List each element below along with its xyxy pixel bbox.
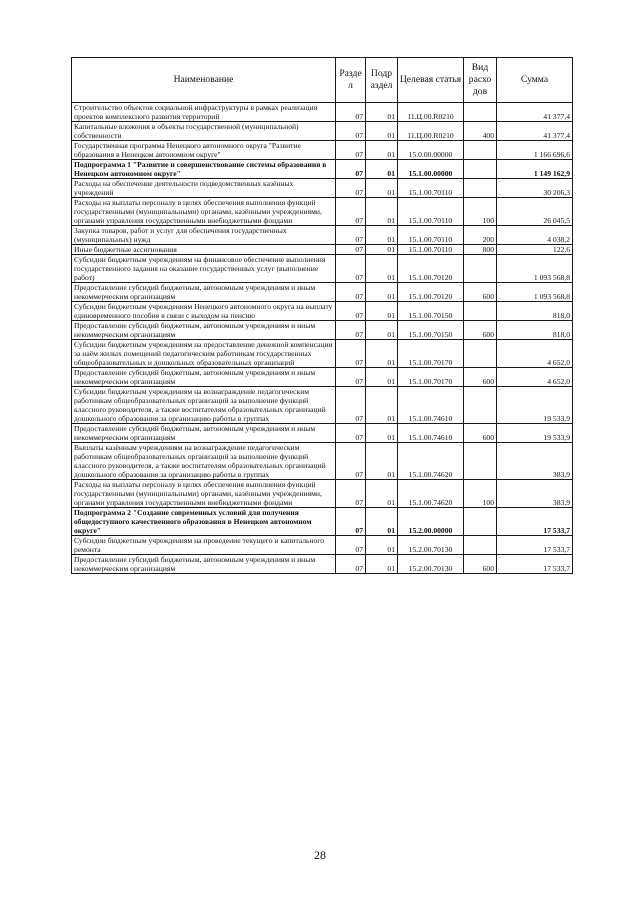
cell-subsection: 01 xyxy=(366,302,398,321)
table-row xyxy=(72,226,573,245)
table-row xyxy=(72,103,573,122)
cell-expense-type: 600 xyxy=(464,321,497,340)
cell-article: 15.1.00.70150 xyxy=(398,302,464,321)
cell-article: 15.1.00.74620 xyxy=(398,480,464,508)
cell-amount: 4 652,0 xyxy=(497,340,573,368)
cell-article: 15.1.00.70120 xyxy=(398,283,464,302)
cell-name: Предоставление субсидий бюджетным, автономным учреждениям и иным некоммерческим организациям xyxy=(72,283,336,302)
table-row xyxy=(72,443,573,480)
cell-article: 15.1.00.70170 xyxy=(398,340,464,368)
cell-subsection: 01 xyxy=(366,179,398,198)
cell-subsection: 01 xyxy=(366,424,398,443)
header-subsection: Подр аздел xyxy=(366,58,398,103)
table-row xyxy=(72,283,573,302)
cell-article: 15.1.00.70110 xyxy=(398,179,464,198)
table-row xyxy=(72,536,573,555)
cell-article: 15.2.00.70130 xyxy=(398,555,464,574)
table-body xyxy=(72,103,573,574)
cell-subsection: 01 xyxy=(366,283,398,302)
table-row xyxy=(72,160,573,179)
cell-name: Предоставление субсидий бюджетным, автономным учреждениям и иным некоммерческим организациям xyxy=(72,368,336,387)
cell-article: 15.2.00.00000 xyxy=(398,508,464,536)
header-expense-type: Вид расхо дов xyxy=(464,58,497,103)
cell-section: 07 xyxy=(336,321,366,340)
cell-section: 07 xyxy=(336,255,366,283)
cell-subsection: 01 xyxy=(366,255,398,283)
cell-expense-type xyxy=(464,536,497,555)
cell-amount: 122,6 xyxy=(497,245,573,255)
header-article: Целевая статья xyxy=(398,58,464,103)
cell-name: Предоставление субсидий бюджетным, автономным учреждениям и иным некоммерческим организациям xyxy=(72,555,336,574)
table-row xyxy=(72,179,573,198)
cell-name: Подпрограмма 1 "Развитие и совершенствование системы образования в Ненецком автономном округе" xyxy=(72,160,336,179)
cell-section: 07 xyxy=(336,198,366,226)
cell-section: 07 xyxy=(336,536,366,555)
cell-amount: 26 045,5 xyxy=(497,198,573,226)
cell-amount: 17 533,7 xyxy=(497,536,573,555)
cell-name: Выплаты казённым учреждениям на вознаграждение педагогическим работникам общеобразовательных организаций за выполнение функций классного руководителя, а также воспитателям образовательных организаций дошкольного образования за организацию работы в группах xyxy=(72,443,336,480)
cell-article: 15.1.00.70120 xyxy=(398,255,464,283)
cell-expense-type: 600 xyxy=(464,283,497,302)
cell-name: Субсидии бюджетным учреждениям на финансовое обеспечение выполнения государственного задания на оказание государственных услуг (выполнение работ) xyxy=(72,255,336,283)
cell-article: 15.1.00.74610 xyxy=(398,424,464,443)
table-row xyxy=(72,480,573,508)
cell-name: Закупка товаров, работ и услуг для обеспечения государственных (муниципальных) нужд xyxy=(72,226,336,245)
cell-section: 07 xyxy=(336,340,366,368)
cell-subsection: 01 xyxy=(366,321,398,340)
cell-article: 11.Ц.00.R0210 xyxy=(398,103,464,122)
cell-article: 15.2.00.70130 xyxy=(398,536,464,555)
table-row xyxy=(72,340,573,368)
cell-subsection: 01 xyxy=(366,508,398,536)
cell-article: 15.1.00.70110 xyxy=(398,245,464,255)
cell-subsection: 01 xyxy=(366,443,398,480)
cell-amount: 1 093 568,8 xyxy=(497,255,573,283)
header-amount: Сумма xyxy=(497,58,573,103)
cell-expense-type: 600 xyxy=(464,368,497,387)
cell-name: Расходы на обеспечение деятельности подведомственных казённых учреждений xyxy=(72,179,336,198)
table-row xyxy=(72,555,573,574)
cell-article: 15.1.00.70110 xyxy=(398,198,464,226)
cell-expense-type xyxy=(464,103,497,122)
cell-article: 15.1.00.70150 xyxy=(398,321,464,340)
cell-section: 07 xyxy=(336,424,366,443)
cell-amount: 30 206,3 xyxy=(497,179,573,198)
cell-expense-type xyxy=(464,255,497,283)
table-row xyxy=(72,122,573,141)
cell-expense-type xyxy=(464,179,497,198)
cell-amount: 383,9 xyxy=(497,443,573,480)
cell-amount: 383,9 xyxy=(497,480,573,508)
cell-section: 07 xyxy=(336,480,366,508)
cell-section: 07 xyxy=(336,179,366,198)
table-row xyxy=(72,508,573,536)
cell-subsection: 01 xyxy=(366,245,398,255)
cell-article: 15.0.00.00000 xyxy=(398,141,464,160)
cell-name: Предоставление субсидий бюджетным, автономным учреждениям и иным некоммерческим организациям xyxy=(72,321,336,340)
table-header xyxy=(72,58,573,103)
cell-subsection: 01 xyxy=(366,368,398,387)
cell-amount: 41 377,4 xyxy=(497,122,573,141)
cell-expense-type xyxy=(464,387,497,424)
cell-section: 07 xyxy=(336,508,366,536)
cell-expense-type xyxy=(464,508,497,536)
header-section: Разде л xyxy=(336,58,366,103)
cell-expense-type xyxy=(464,302,497,321)
cell-subsection: 01 xyxy=(366,122,398,141)
cell-section: 07 xyxy=(336,368,366,387)
cell-subsection: 01 xyxy=(366,536,398,555)
cell-name: Расходы на выплаты персоналу в целях обеспечения выполнения функций государственными (муниципальными) органами, казёнными учреждениями, органами управления государственными внебюджетными фондами xyxy=(72,480,336,508)
cell-section: 07 xyxy=(336,387,366,424)
header-name: Наименование xyxy=(72,58,336,103)
table-row xyxy=(72,245,573,255)
cell-section: 07 xyxy=(336,283,366,302)
table-row xyxy=(72,141,573,160)
cell-name: Государственная программа Ненецкого автономного округа "Развитие образования в Ненецком автономном округе" xyxy=(72,141,336,160)
cell-amount: 1 149 162,9 xyxy=(497,160,573,179)
cell-expense-type: 800 xyxy=(464,245,497,255)
cell-amount: 1 093 568,8 xyxy=(497,283,573,302)
cell-expense-type: 600 xyxy=(464,555,497,574)
cell-expense-type: 100 xyxy=(464,480,497,508)
cell-expense-type xyxy=(464,141,497,160)
cell-name: Субсидии бюджетным учреждениям на проведение текущего и капитального ремонта xyxy=(72,536,336,555)
cell-section: 07 xyxy=(336,302,366,321)
cell-expense-type xyxy=(464,340,497,368)
cell-article: 15.1.00.70170 xyxy=(398,368,464,387)
cell-expense-type xyxy=(464,160,497,179)
cell-subsection: 01 xyxy=(366,198,398,226)
page-number: 28 xyxy=(314,848,326,862)
table-row xyxy=(72,198,573,226)
cell-section: 07 xyxy=(336,141,366,160)
table-row xyxy=(72,368,573,387)
cell-section: 07 xyxy=(336,226,366,245)
cell-amount: 4 652,0 xyxy=(497,368,573,387)
cell-amount: 1 166 696,6 xyxy=(497,141,573,160)
cell-name: Строительство объектов социальной инфраструктуры в рамках реализации проектов комплексного развития территорий xyxy=(72,103,336,122)
cell-subsection: 01 xyxy=(366,555,398,574)
cell-section: 07 xyxy=(336,160,366,179)
cell-name: Подпрограмма 2 "Создание современных условий для получения общедоступного качественного образования в Ненецком автономном округе" xyxy=(72,508,336,536)
cell-subsection: 01 xyxy=(366,480,398,508)
cell-amount: 19 533,9 xyxy=(497,387,573,424)
cell-name: Капитальные вложения в объекты государственной (муниципальной) собственности xyxy=(72,122,336,141)
cell-amount: 818,0 xyxy=(497,321,573,340)
cell-name: Субсидии бюджетным учреждениям на предоставление денежной компенсации за наём жилых помещений педагогическим работникам государственных общеобразовательных и дошкольных образовательных организаций xyxy=(72,340,336,368)
cell-subsection: 01 xyxy=(366,160,398,179)
cell-section: 07 xyxy=(336,122,366,141)
cell-section: 07 xyxy=(336,245,366,255)
cell-section: 07 xyxy=(336,443,366,480)
cell-amount: 17 533,7 xyxy=(497,555,573,574)
cell-name: Расходы на выплаты персоналу в целях обеспечения выполнения функций государственными (муниципальными) органами, казёнными учреждениями, органами управления государственными внебюджетными фондами xyxy=(72,198,336,226)
cell-amount: 41 377,4 xyxy=(497,103,573,122)
cell-article: 15.1.00.74620 xyxy=(398,443,464,480)
cell-name: Субсидии бюджетным учреждениям на вознаграждение педагогическим работникам общеобразовательных организаций за выполнение функций классного руководителя, а также воспитателям образовательных организаций дошкольного образования за организацию работы в группах xyxy=(72,387,336,424)
cell-subsection: 01 xyxy=(366,103,398,122)
cell-section: 07 xyxy=(336,555,366,574)
header-row xyxy=(72,58,573,103)
table-row xyxy=(72,255,573,283)
cell-amount: 19 533,9 xyxy=(497,424,573,443)
cell-amount: 17 533,7 xyxy=(497,508,573,536)
cell-expense-type xyxy=(464,443,497,480)
cell-name: Предоставление субсидий бюджетным, автономным учреждениям и иным некоммерческим организациям xyxy=(72,424,336,443)
cell-expense-type: 400 xyxy=(464,122,497,141)
cell-name: Иные бюджетные ассигнования xyxy=(72,245,336,255)
cell-expense-type: 200 xyxy=(464,226,497,245)
table-row xyxy=(72,321,573,340)
budget-table xyxy=(71,57,573,574)
cell-section: 07 xyxy=(336,103,366,122)
cell-article: 15.1.00.00000 xyxy=(398,160,464,179)
table-row xyxy=(72,387,573,424)
cell-subsection: 01 xyxy=(366,387,398,424)
cell-expense-type: 600 xyxy=(464,424,497,443)
table-row xyxy=(72,424,573,443)
cell-article: 15.1.00.70110 xyxy=(398,226,464,245)
cell-amount: 818,0 xyxy=(497,302,573,321)
cell-amount: 4 038,2 xyxy=(497,226,573,245)
cell-subsection: 01 xyxy=(366,340,398,368)
cell-article: 11.Ц.00.R0210 xyxy=(398,122,464,141)
cell-expense-type: 100 xyxy=(464,198,497,226)
cell-name: Субсидии бюджетным учреждениям Ненецкого автономного округа на выплату единовременного пособия в связи с выходом на пенсию xyxy=(72,302,336,321)
cell-subsection: 01 xyxy=(366,141,398,160)
cell-subsection: 01 xyxy=(366,226,398,245)
cell-article: 15.1.00.74610 xyxy=(398,387,464,424)
table-row xyxy=(72,302,573,321)
